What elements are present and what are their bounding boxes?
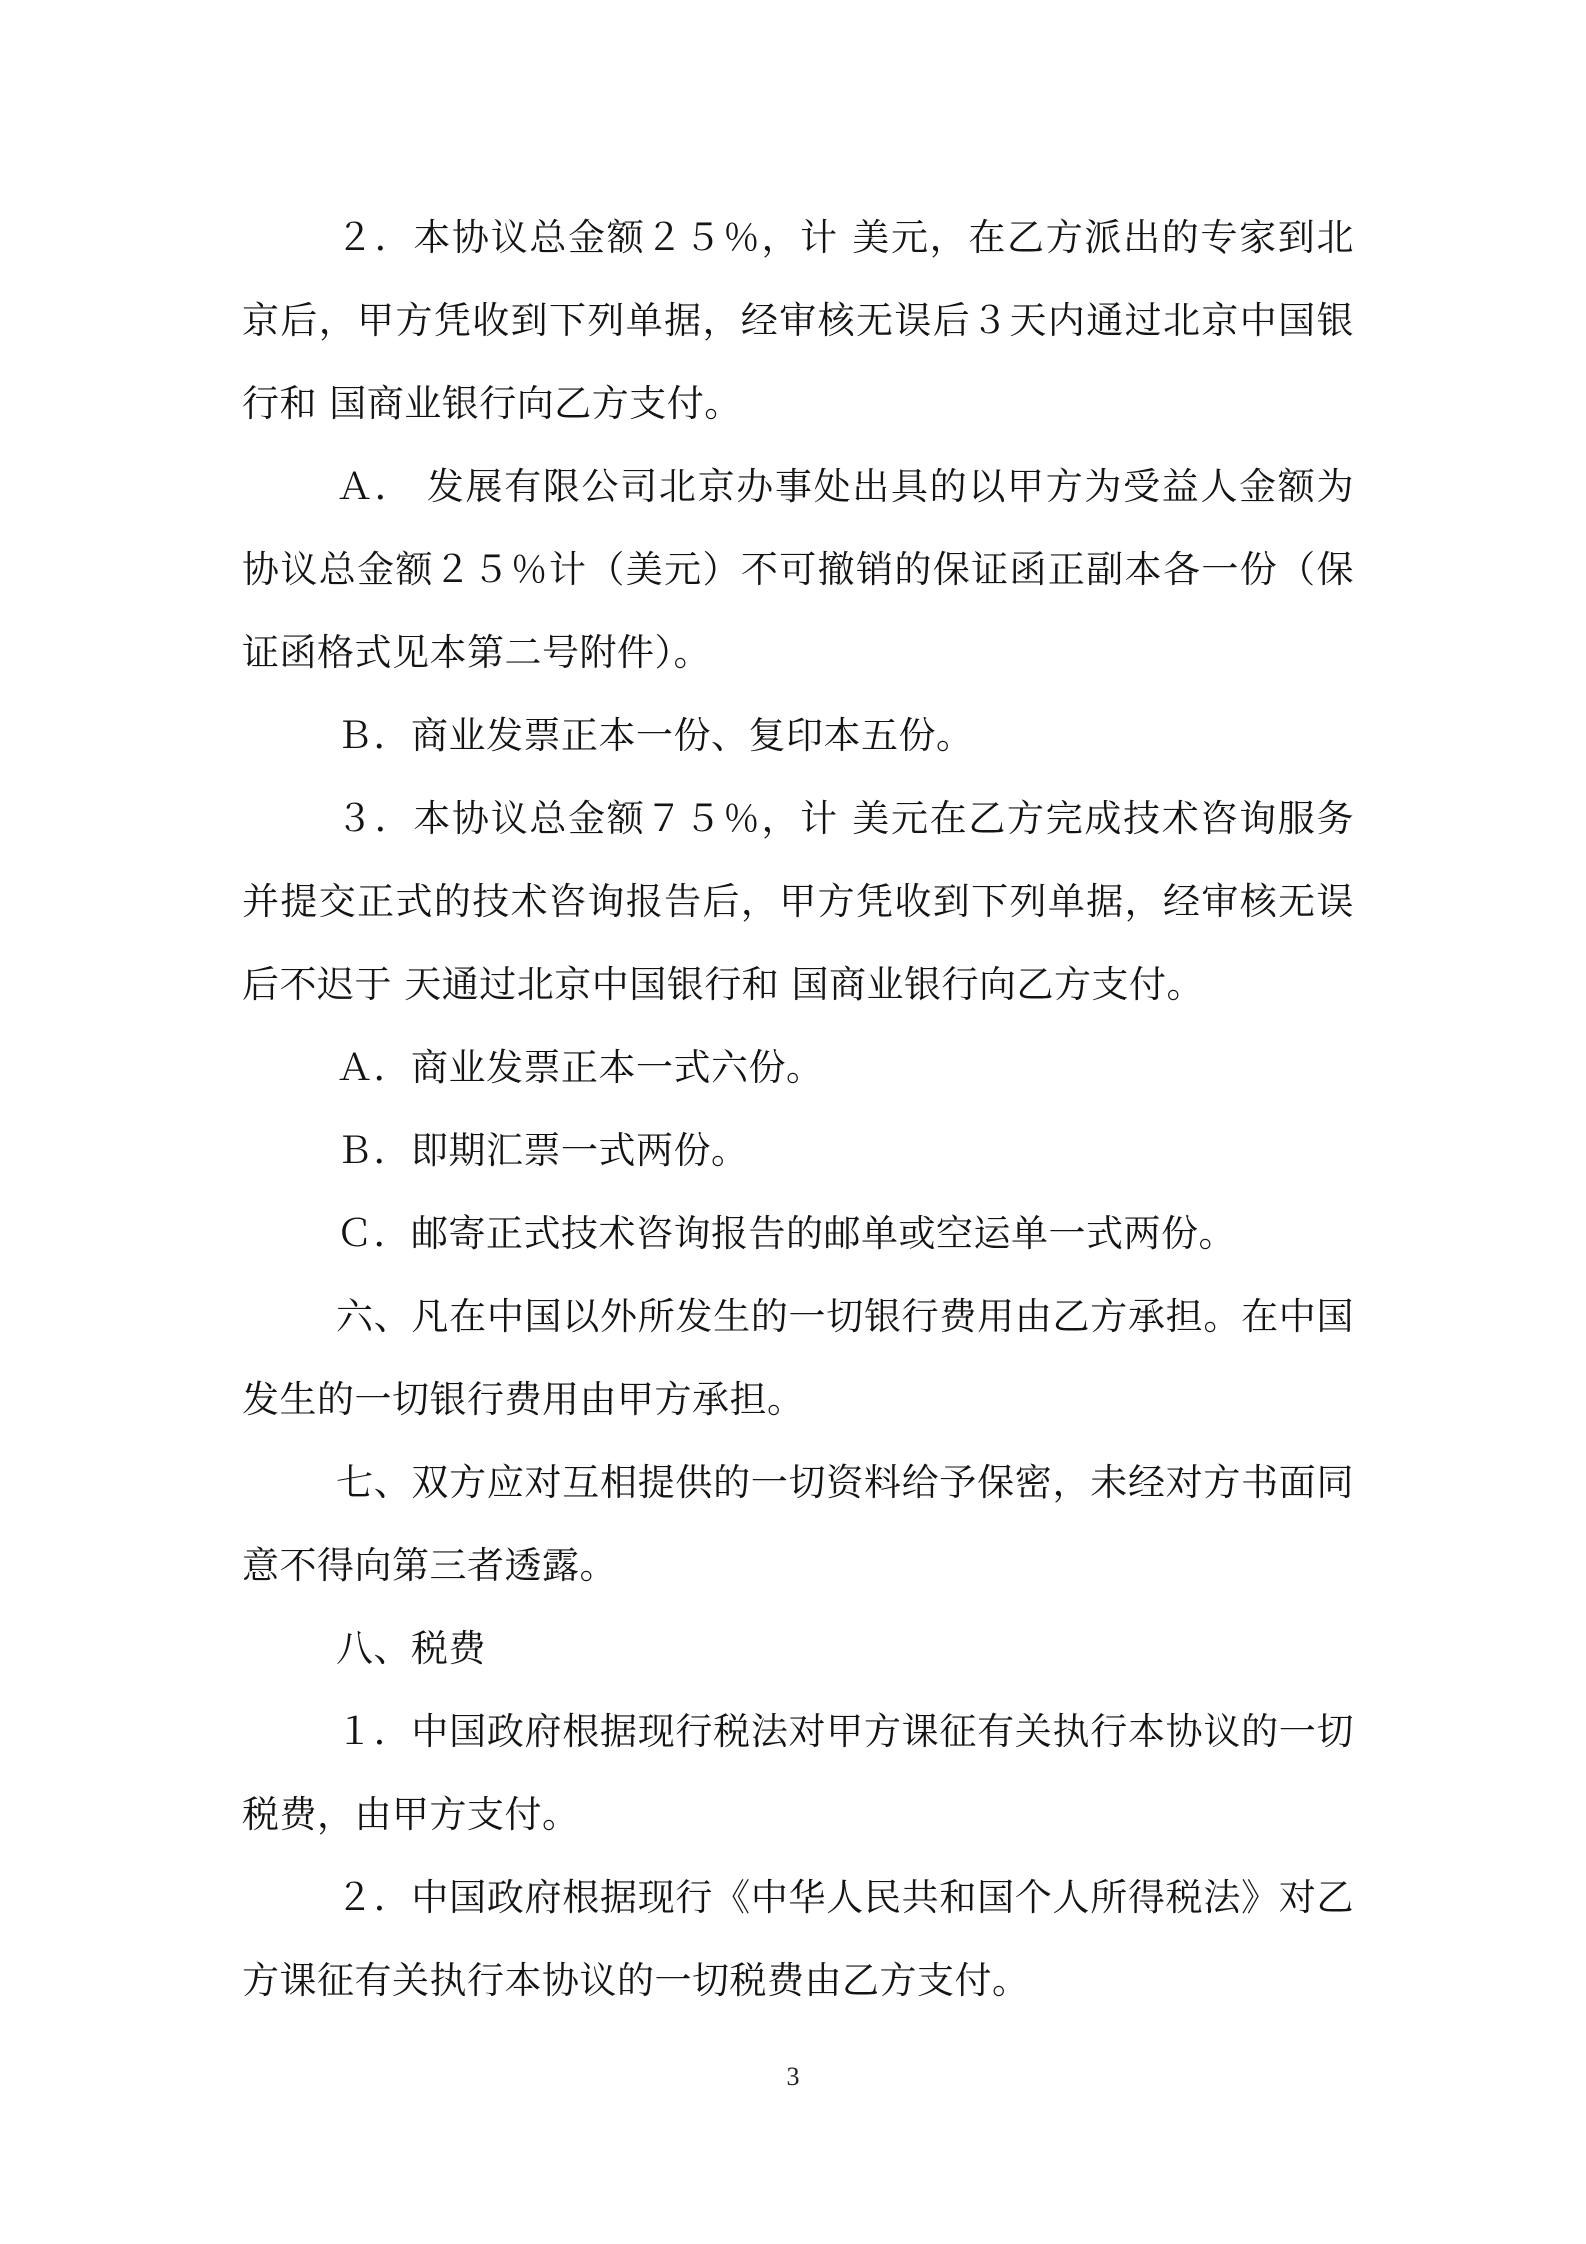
paragraph-item-b-sight-draft: Ｂ．即期汇票一式两份。 <box>336 1129 749 1172</box>
paragraph-item-a-guarantee: Ａ． 发展有限公司北京办事处出具的以甲方为受益人金额为协议总金额２５％计（美元）不可撤销的保证函正副本各一份（保证函格式见本第二号附件）。 <box>242 465 1354 674</box>
paragraph-item-c-airway-bill: Ｃ．邮寄正式技术咨询报告的邮单或空运单一式两份。 <box>336 1212 1236 1255</box>
paragraph-section-seven-confidentiality: 七、双方应对互相提供的一切资料给予保密，未经对方书面同意不得向第三者透露。 <box>242 1461 1354 1587</box>
paragraph-item-a-invoice-six: Ａ．商业发票正本一式六份。 <box>336 1046 824 1089</box>
paragraph-item-b-invoice: Ｂ．商业发票正本一份、复印本五份。 <box>336 714 974 757</box>
paragraph-payment-25-percent: ２．本协议总金额２５％，计 美元，在乙方派出的专家到北京后，甲方凭收到下列单据，经审核无误后３天内通过北京中国银行和 国商业银行向乙方支付。 <box>242 216 1354 425</box>
paragraph-payment-75-percent: ３．本协议总金额７５％，计 美元在乙方完成技术咨询服务并提交正式的技术咨询报告后，甲方凭收到下列单据，经审核无误后不迟于 天通过北京中国银行和 国商业银行向乙方支付。 <box>242 797 1354 1006</box>
paragraph-section-six-bank-fees: 六、凡在中国以外所发生的一切银行费用由乙方承担。在中国发生的一切银行费用由甲方承担。 <box>242 1295 1354 1421</box>
heading-section-eight-taxes: 八、税费 <box>336 1627 486 1670</box>
paragraph-tax-item-1: １．中国政府根据现行税法对甲方课征有关执行本协议的一切税费，由甲方支付。 <box>242 1710 1354 1836</box>
paragraph-tax-item-2: ２．中国政府根据现行《中华人民共和国个人所得税法》对乙方课征有关执行本协议的一切税费由乙方支付。 <box>242 1876 1354 2002</box>
document-body <box>242 196 1354 2022</box>
page-number: 3 <box>786 2062 800 2091</box>
